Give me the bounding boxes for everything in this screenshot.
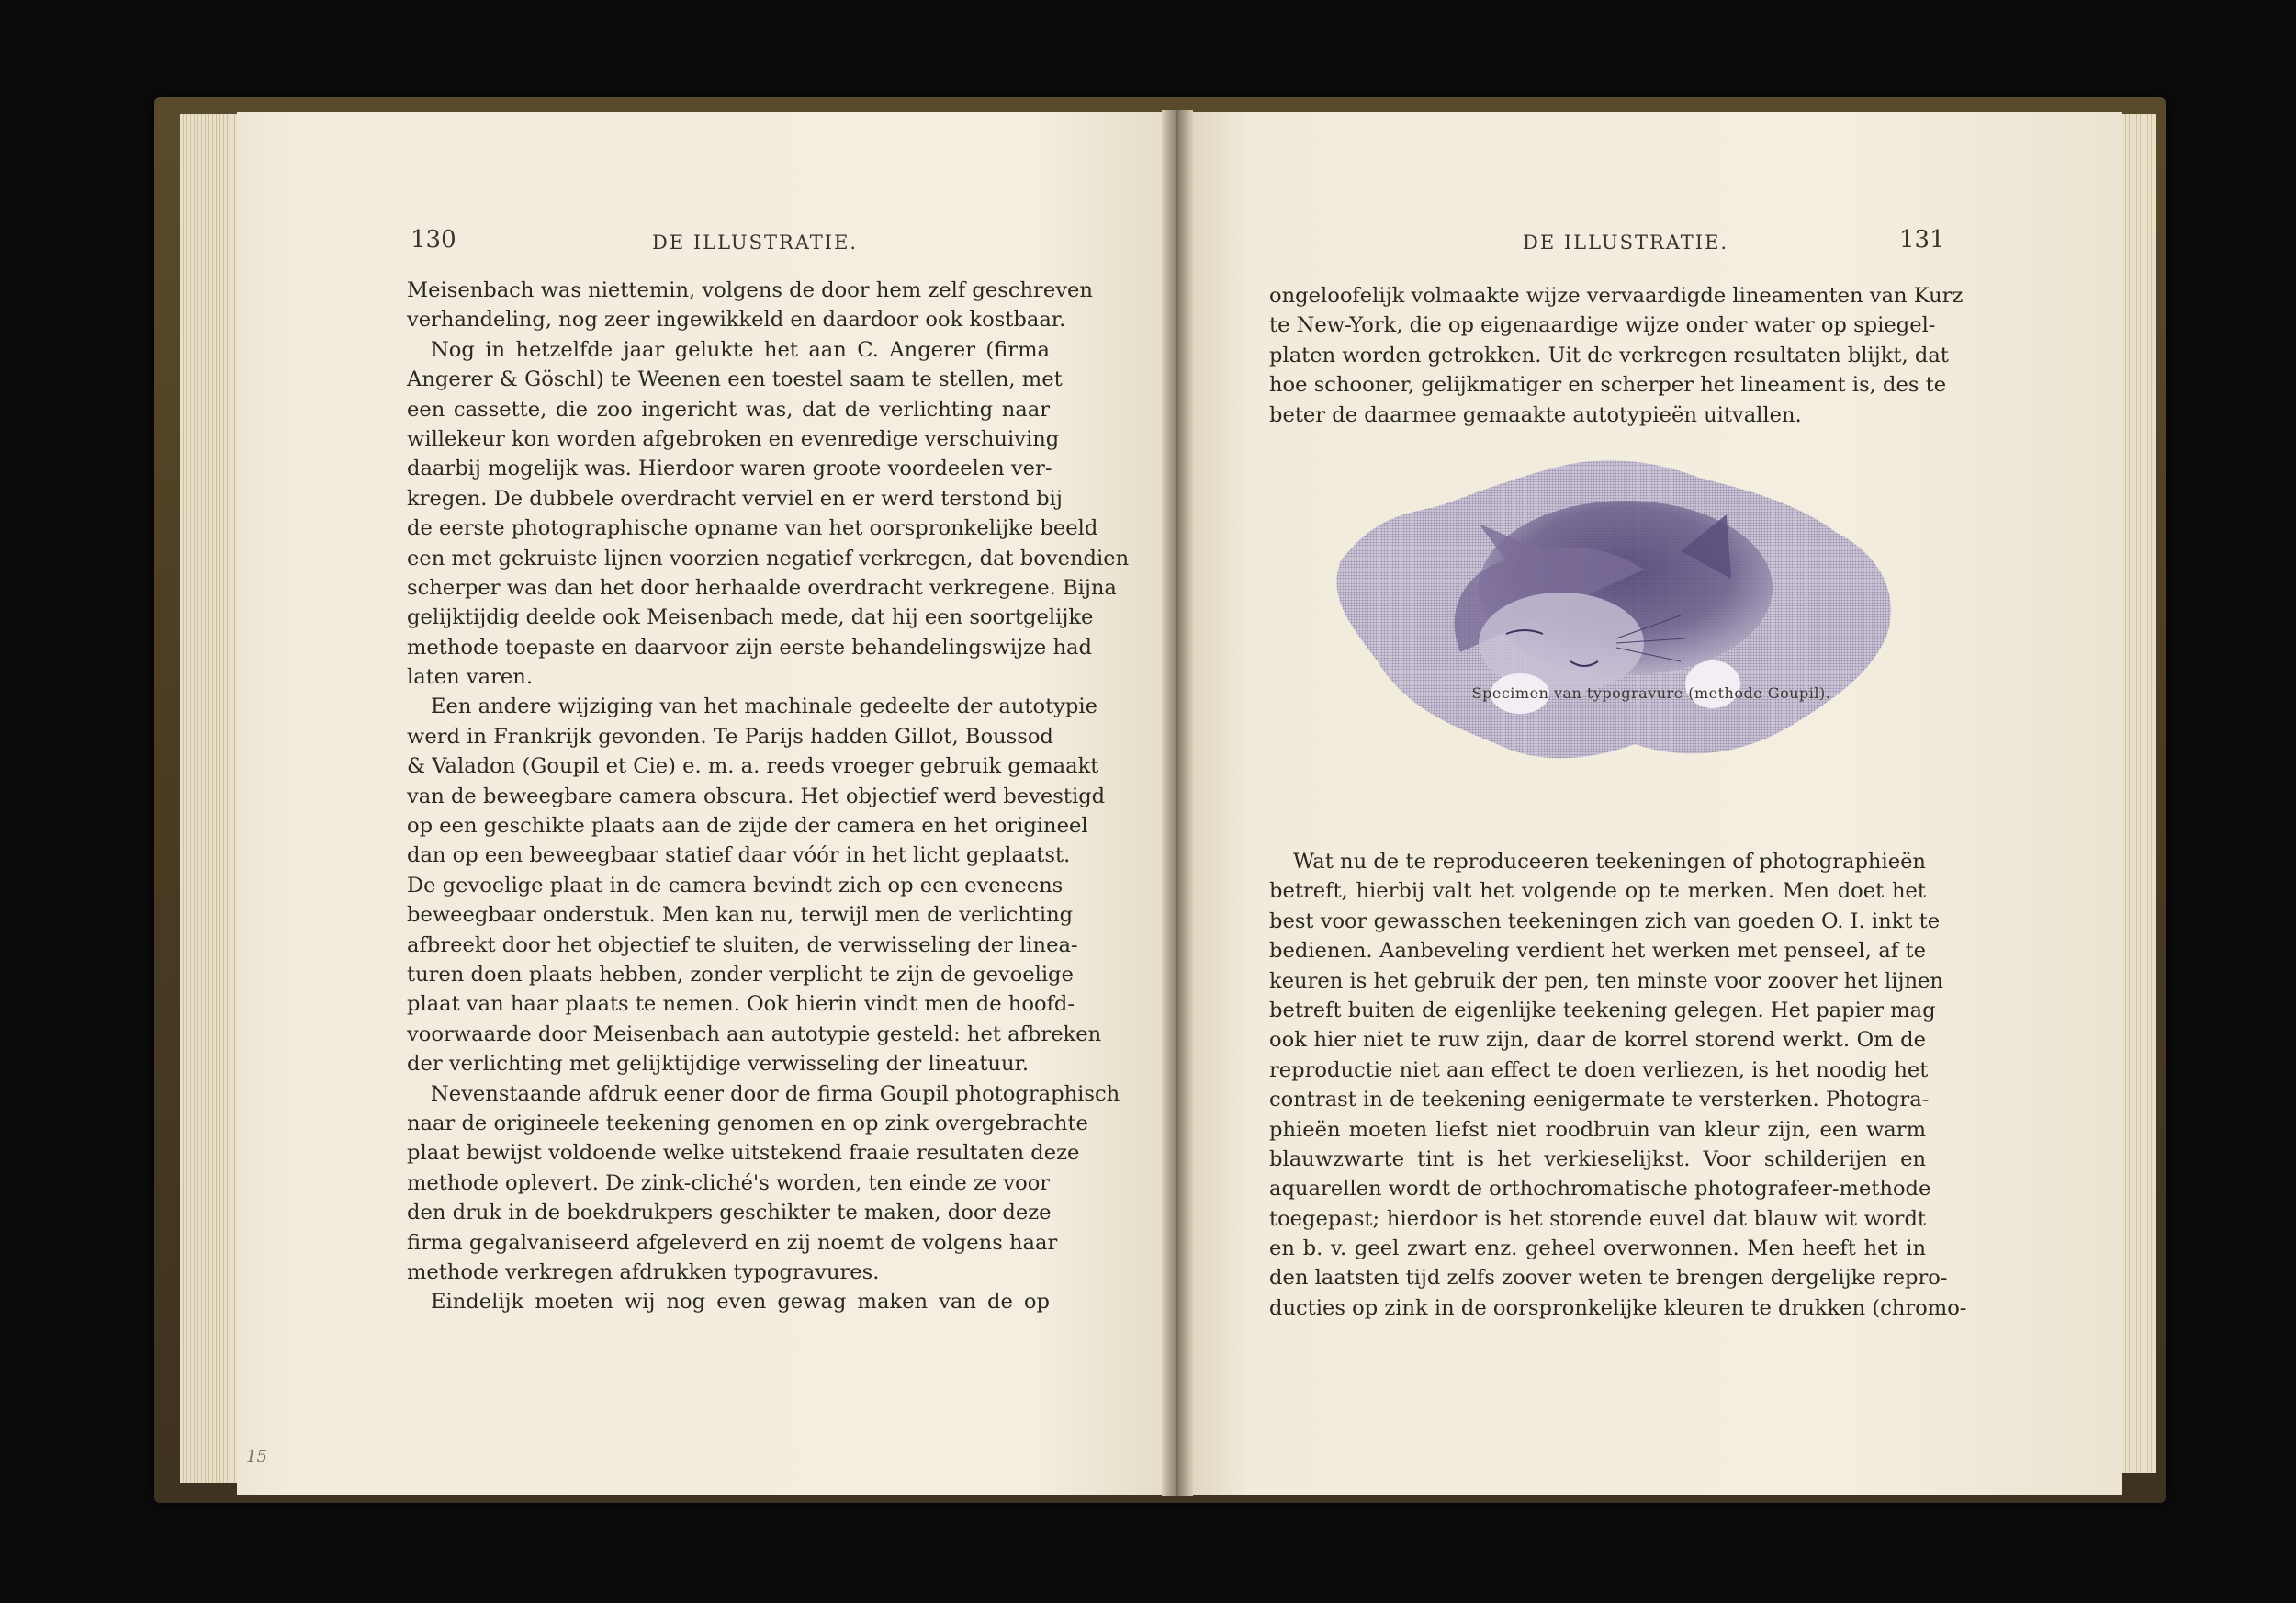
- text-line: De gevoelige plaat in de camera bevindt zich op een eveneens: [407, 873, 1064, 897]
- text-line: Angerer & Göschl) te Weenen een toestel saam te stellen, met: [407, 367, 1063, 392]
- text-line: plaat van haar plaats te nemen. Ook hierin vindt men de hoofd-: [407, 992, 1075, 1017]
- text-line: een met gekruiste lijnen voorzien negatief verkregen, dat bovendien: [407, 546, 1130, 570]
- left-page-number: 130: [411, 226, 456, 254]
- text-line: een cassette, die zoo ingericht was, dat de verlichting naar: [407, 397, 1050, 422]
- text-line: methode verkregen afdrukken typogravures.: [407, 1259, 880, 1284]
- text-line: Wat nu de te reproduceeren teekeningen of photographieën: [1293, 850, 1926, 874]
- text-line: kregen. De dubbele overdracht verviel en er werd terstond bij: [407, 486, 1063, 511]
- left-running-head: DE ILLUSTRATIE.: [652, 231, 859, 254]
- text-line: naar de origineele teekening genomen en op zink overgebrachte: [407, 1111, 1088, 1135]
- text-line: reproductie niet aan effect te doen verliezen, is het noodig het: [1269, 1057, 1929, 1082]
- text-line: daarbij mogelijk was. Hierdoor waren groote voordeelen ver-: [407, 457, 1052, 481]
- text-line: te New-York, die op eigenaardige wijze onder water op spiegel-: [1269, 313, 1936, 338]
- text-line: laten varen.: [407, 665, 534, 690]
- text-line: aquarellen wordt de orthochromatische photografeer-methode: [1269, 1177, 1931, 1202]
- text-line: firma gegalvaniseerd afgeleverd en zij noemt de volgens haar: [407, 1230, 1058, 1255]
- text-line: ook hier niet te ruw zijn, daar de korrel storend werkt. Om de: [1269, 1028, 1926, 1053]
- text-line: turen doen plaats hebben, zonder verplicht te zijn de gevoelige: [407, 962, 1074, 987]
- right-page-text-bottom: [1269, 847, 1967, 1323]
- kitten-illustration: [1322, 450, 1910, 776]
- text-line: keuren is het gebruik der pen, ten minste voor zoover het lijnen: [1269, 968, 1943, 993]
- text-line: betreft, hierbij valt het volgende op te merken. Men doet het: [1269, 879, 1926, 904]
- text-line: contrast in de teekening eenigermate te versterken. Photogra-: [1269, 1088, 1930, 1112]
- text-line: Eindelijk moeten wij nog even gewag maken van de op: [431, 1290, 1050, 1315]
- text-line: den druk in de boekdrukpers geschikter te maken, door deze: [407, 1201, 1052, 1225]
- text-line: gelijktijdig deelde ook Meisenbach mede, dat hij een soortgelijke: [407, 605, 1094, 630]
- book-gutter: [1162, 110, 1193, 1496]
- text-line: den laatsten tijd zelfs zoover weten te brengen dergelijke repro-: [1269, 1266, 1948, 1291]
- text-line: methode toepaste en daarvoor zijn eerste behandelingswijze had: [407, 635, 1092, 660]
- text-line: betreft buiten de eigenlijke teekening gelegen. Het papier mag: [1269, 998, 1936, 1022]
- text-line: hoe schooner, gelijkmatiger en scherper het lineament is, des te: [1269, 373, 1947, 398]
- text-line: Meisenbach was niettemin, volgens de door hem zelf geschreven: [407, 278, 1093, 302]
- text-line: voorwaarde door Meisenbach aan autotypie gesteld: het afbreken: [407, 1022, 1102, 1046]
- text-line: en b. v. geel zwart enz. geheel overwonnen. Men heeft het in: [1269, 1236, 1926, 1261]
- text-line: op een geschikte plaats aan de zijde der camera en het origineel: [407, 814, 1088, 839]
- illustration-caption: Specimen van typogravure (methode Goupil).: [1471, 684, 1831, 702]
- pencil-page-mark: 15: [246, 1447, 267, 1466]
- text-line: methode oplevert. De zink-cliché's worden, ten einde ze voor: [407, 1170, 1051, 1195]
- text-line: ongeloofelijk volmaakte wijze vervaardigde lineamenten van Kurz: [1269, 284, 1964, 308]
- text-line: best voor gewasschen teekeningen zich van goeden O. I. inkt te: [1269, 909, 1941, 933]
- text-line: platen worden getrokken. Uit de verkregen resultaten blijkt, dat: [1269, 343, 1949, 367]
- left-page-text: [407, 276, 1130, 1317]
- text-line: phieën moeten liefst niet roodbruin van kleur zijn, een warm: [1269, 1117, 1926, 1142]
- text-line: van de beweegbare camera obscura. Het objectief werd bevestigd: [407, 784, 1106, 808]
- text-line: beter de daarmee gemaakte autotypieën uitvallen.: [1269, 402, 1802, 427]
- text-line: plaat bewijst voldoende welke uitstekend fraaie resultaten deze: [407, 1141, 1080, 1166]
- text-line: beweegbaar onderstuk. Men kan nu, terwijl men de verlichting: [407, 903, 1074, 928]
- text-line: toegepast; hierdoor is het storende euvel dat blauw wit wordt: [1269, 1206, 1926, 1231]
- text-line: bedienen. Aanbeveling verdient het werken met penseel, af te: [1269, 939, 1926, 964]
- text-line: werd in Frankrijk gevonden. Te Parijs hadden Gillot, Boussod: [407, 724, 1053, 749]
- text-line: ducties op zink in de oorspronkelijke kleuren te drukken (chromo-: [1269, 1295, 1967, 1320]
- text-line: verhandeling, nog zeer ingewikkeld en daardoor ook kostbaar.: [407, 308, 1066, 333]
- text-line: blauwzwarte tint is het verkieselijkst. Voor schilderijen en: [1269, 1146, 1926, 1171]
- right-page-text-top: [1269, 281, 1964, 430]
- text-line: der verlichting met gelijktijdige verwisseling der lineatuur.: [407, 1052, 1030, 1077]
- text-line: Nog in hetzelfde jaar gelukte het aan C. Angerer (firma: [431, 337, 1050, 362]
- text-line: Nevenstaande afdruk eener door de firma Goupil photographisch: [431, 1081, 1120, 1106]
- right-running-head: DE ILLUSTRATIE.: [1523, 231, 1729, 254]
- text-line: willekeur kon worden afgebroken en evenredige verschuiving: [407, 426, 1060, 451]
- text-line: afbreekt door het objectief te sluiten, de verwisseling der linea-: [407, 932, 1078, 957]
- right-page-number: 131: [1899, 226, 1945, 254]
- text-line: scherper was dan het door herhaalde overdracht verkregene. Bijna: [407, 575, 1117, 600]
- text-line: de eerste photographische opname van het oorspronkelijke beeld: [407, 516, 1098, 541]
- text-line: & Valadon (Goupil et Cie) e. m. a. reeds vroeger gebruik gemaakt: [407, 754, 1099, 779]
- text-line: dan op een beweegbaar statief daar vóór in het licht geplaatst.: [407, 843, 1071, 868]
- text-line: Een andere wijziging van het machinale gedeelte der autotypie: [431, 694, 1097, 719]
